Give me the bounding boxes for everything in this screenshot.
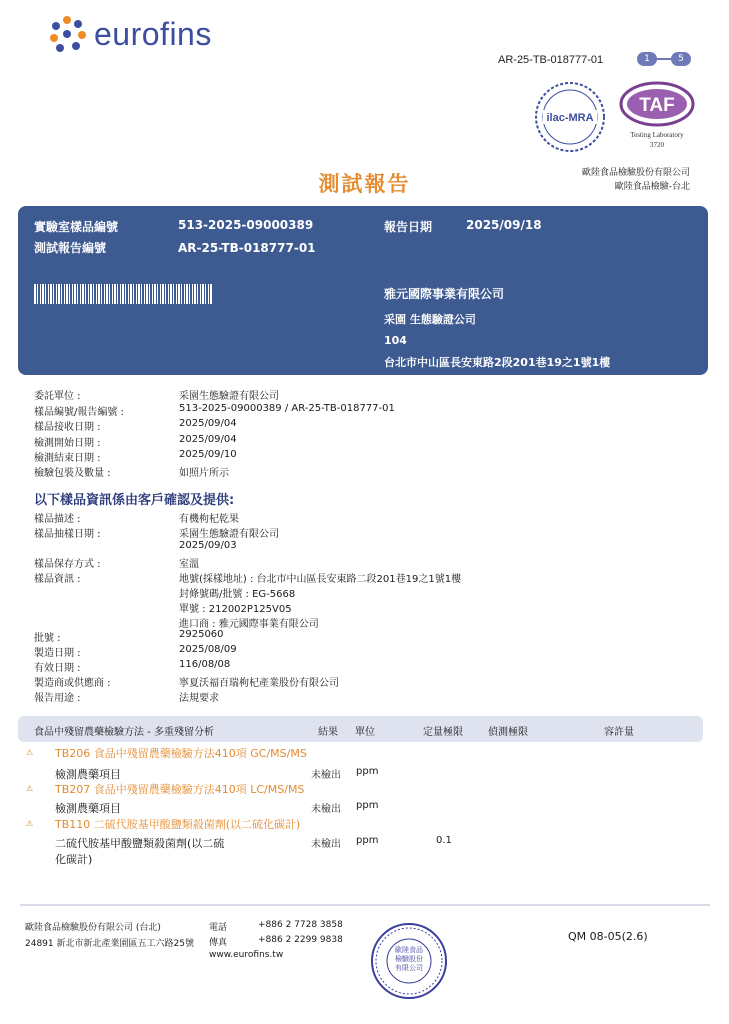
info-label-received: 樣品接收日期 : [34, 422, 101, 433]
taf-sub2: 3720 [650, 141, 664, 149]
info-value-end: 2025/09/10 [179, 449, 237, 460]
brand-name: eurofins [94, 15, 212, 52]
method-title-tb110: TB110 二硫代胺基甲酸鹽類殺菌劑(以二硫化碳計) [55, 818, 301, 831]
result-unit-tb206: ppm [356, 766, 379, 777]
method-title-tb206: TB206 食品中殘留農藥檢驗方法410項 GC/MS/MS [55, 747, 307, 760]
client-address: 台北市中山區長安東路2段201巷19之1號1樓 [384, 356, 611, 369]
sample-no-value: 513-2025-09000389 [178, 218, 314, 232]
result-item-tb207: 檢測農藥項目 [55, 802, 121, 815]
result-unit-tb207: ppm [356, 800, 379, 811]
seal-text: 歐陸食品檢驗股份有限公司 [395, 946, 423, 972]
sample-no-label: 實驗室樣品編號 [34, 220, 119, 234]
warning-icon: ⚠ [26, 784, 34, 793]
details-seal: 封條號碼/批號 : EG-5668 [179, 589, 296, 600]
header-result: 結果 [318, 727, 338, 738]
barcode [34, 284, 212, 304]
footer-fax-label: 傳真 [209, 938, 228, 948]
taf-caption [617, 130, 697, 150]
result-value-tb207: 未檢出 [311, 804, 341, 815]
footer-website: www.eurofins.tw [209, 950, 284, 960]
result-item-tb110-line1: 二硫代胺基甲酸鹽類殺菌劑(以二硫 [55, 837, 225, 850]
exp-label: 有效日期 : [34, 663, 81, 674]
client-contact: 采園 生態驗證公司 [384, 313, 476, 326]
mfg-label: 製造日期 : [34, 648, 81, 659]
result-value-tb110: 未檢出 [311, 839, 341, 850]
header-lod: 偵測極限 [488, 727, 528, 738]
taf-sub1: Testing Laboratory [630, 131, 684, 139]
result-loq-tb110: 0.1 [436, 835, 452, 846]
info-label-client: 委託單位 : [34, 391, 81, 402]
info-value-received: 2025/09/04 [179, 418, 237, 429]
storage-label: 樣品保存方式 : [34, 559, 101, 570]
postal-code: 104 [384, 334, 407, 347]
batch-value: 2925060 [179, 629, 224, 640]
footer-phone-label: 電話 [209, 923, 228, 933]
footer-divider [20, 904, 710, 906]
info-label-sample-report: 樣品編號/報告編號 : [34, 407, 124, 418]
company-seal [370, 922, 448, 1000]
warning-icon: ⚠ [26, 748, 34, 757]
maker-value: 寧夏沃福百瑞枸杞產業股份有限公司 [179, 678, 339, 689]
taf-label: TAF [639, 95, 675, 116]
info-value-client: 采園生態驗證有限公司 [179, 391, 279, 402]
info-label-package: 檢驗包裝及數量 : [34, 468, 111, 479]
info-value-start: 2025/09/04 [179, 434, 237, 445]
footer-phone: +886 2 7728 3858 [258, 920, 343, 930]
purpose-value: 法規要求 [179, 693, 219, 704]
info-label-start: 檢測開始日期 : [34, 438, 101, 449]
header-limit: 容許量 [604, 727, 634, 738]
header-loq: 定量極限 [423, 727, 463, 738]
ilac-label: ilac-MRA [546, 112, 594, 124]
client-company: 雅元國際事業有限公司 [384, 287, 505, 301]
warning-icon: ⚠ [26, 819, 34, 828]
result-item-tb110-line2: 化碳計) [55, 853, 93, 866]
details-importer: 進口商 : 雅元國際事業有限公司 [179, 619, 319, 630]
report-date-label: 報告日期 [384, 220, 433, 234]
storage-value: 室溫 [179, 559, 199, 570]
page-indicator [637, 52, 692, 66]
footer-company: 歐陸食品檢驗股份有限公司 (台北) [25, 923, 161, 933]
details-order: 單號 : 212002P125V05 [179, 604, 292, 615]
maker-label: 製造商或供應商 : [34, 678, 111, 689]
eurofins-dots-icon [48, 14, 88, 54]
report-number: AR-25-TB-018777-01 [498, 54, 604, 66]
method-title-tb207: TB207 食品中殘留農藥檢驗方法410項 LC/MS/MS [55, 783, 305, 796]
info-label-end: 檢測結束日期 : [34, 453, 101, 464]
report-no-value: AR-25-TB-018777-01 [178, 241, 316, 255]
mfg-value: 2025/08/09 [179, 644, 237, 655]
result-item-tb206: 檢測農藥項目 [55, 768, 121, 781]
result-unit-tb110: ppm [356, 835, 379, 846]
sampling-org: 采園生態驗證有限公司 [179, 529, 279, 540]
info-value-sample-report: 513-2025-09000389 / AR-25-TB-018777-01 [179, 403, 395, 414]
page-total: 5 [671, 52, 691, 66]
page-current: 1 [637, 52, 657, 66]
client-section-title: 以下樣品資訊係由客戶確認及提供: [34, 493, 235, 508]
batch-label: 批號 : [34, 633, 61, 644]
result-value-tb206: 未檢出 [311, 770, 341, 781]
footer-fax: +886 2 2299 9838 [258, 935, 343, 945]
header-method: 食品中殘留農藥檢驗方法 - 多重殘留分析 [34, 727, 214, 738]
report-no-label: 測試報告編號 [34, 241, 107, 255]
results-header [18, 716, 703, 742]
footer-address: 24891 新北市新北產業園區五工六路25號 [25, 939, 194, 949]
header-unit: 單位 [355, 727, 375, 738]
exp-value: 116/08/08 [179, 659, 231, 670]
sampling-date: 2025/09/03 [179, 540, 237, 551]
info-value-package: 如照片所示 [179, 468, 229, 479]
details-address: 地號(採樣地址) : 台北市中山區長安東路二段201巷19之1號1樓 [179, 574, 462, 585]
page-title: 測試報告 [318, 172, 411, 196]
report-date-value: 2025/09/18 [466, 218, 542, 232]
sample-desc-label: 樣品描述 : [34, 514, 81, 525]
summary-box [18, 206, 708, 375]
details-label: 樣品資訊 : [34, 574, 81, 585]
eurofins-logo [48, 14, 212, 54]
purpose-label: 報告用途 : [34, 693, 81, 704]
sample-desc-value: 有機枸杞乾果 [179, 514, 239, 525]
sampling-label: 樣品抽樣日期 : [34, 529, 101, 540]
doc-code: QM 08-05(2.6) [568, 930, 648, 943]
lab-branch: 歐陸食品檢驗-台北 [614, 182, 690, 192]
ilac-mra-logo [533, 80, 607, 154]
lab-name: 歐陸食品檢驗股份有限公司 [581, 168, 690, 178]
